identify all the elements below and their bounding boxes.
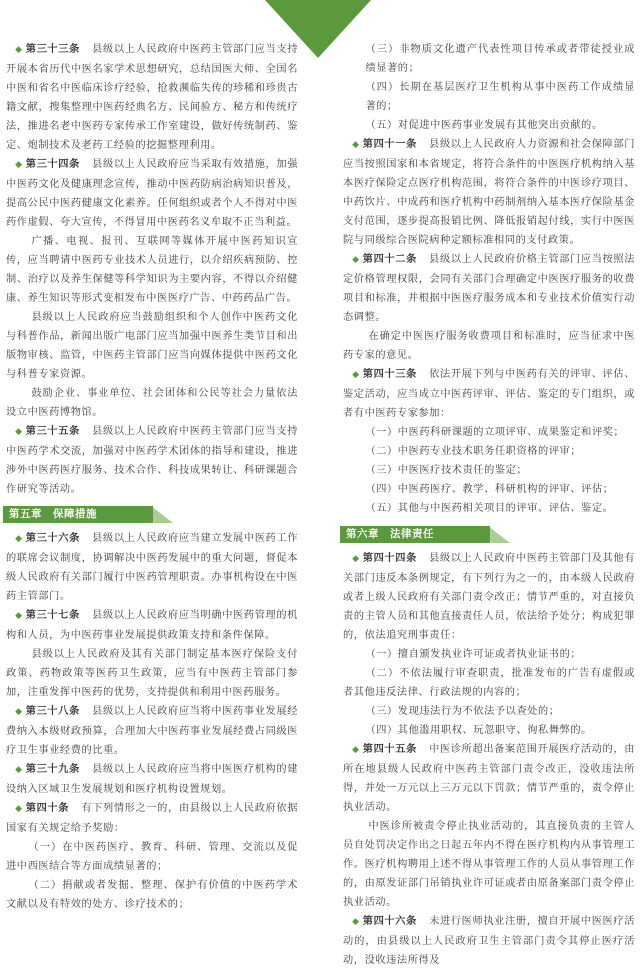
chapter-heading-6 [340,526,520,543]
diamond-bullet-icon: ◆ [352,140,360,150]
article-36: ◆ 第三十六条 县级以上人民政府应当建立发展中医药工作的联席会议制度，协调解决中医药发展中的重大问题，督促本级人民政府有关部门履行中医药管理职责。办事机构设在中医药主管部门。 [6,533,298,602]
article-46: ◆ 第四十六条 未进行医师执业注册，擅自开展中医医疗活动的，由县级以上人民政府卫生主管部门责令其停止医疗活动，没收违法所得及 [343,916,635,966]
paragraph: 鼓励企业、事业单位、社会团体和公民等社会力量依法设立中医药博物馆。 [6,388,298,418]
left-column [6,40,298,914]
chapter-heading-5 [3,506,173,523]
diamond-bullet-icon: ◆ [15,160,23,170]
article-34: ◆ 第三十四条 县级以上人民政府应当采取有效措施，加强中医药文化及健康理念宣传，推动中医药防病治病知识普及，提高公民中医药健康文化素养。任何组织或者个人不得对中医药作虚假、夸大宣传，不得冒用中医药名义牟取不正当利益。 [6,159,298,228]
diamond-bullet-icon: ◆ [15,611,23,621]
paragraph: 县级以上人民政府及其有关部门制定基本医疗保险支付政策、药物政策等医药卫生政策，应当有中医药主管部门参加，注重发挥中医药的优势，支持提供和利用中医药服务。 [6,649,298,698]
diamond-bullet-icon: ◆ [352,554,360,564]
list-item: （三）发现违法行为不依法予以查处的； [365,706,560,717]
article-37: ◆ 第三十七条 县级以上人民政府应当明确中医药管理的机构和人员，为中医药事业发展提供政策支持和条件保障。 [6,610,298,641]
article-40: ◆ 第四十条 有下列情形之一的，由县级以上人民政府依据国家有关规定给予奖励： [6,803,298,834]
diamond-bullet-icon: ◆ [15,707,23,717]
diamond-bullet-icon: ◆ [15,804,23,814]
list-item: （一）中医药科研课题的立项评审、成果鉴定和评奖； [365,427,625,438]
chapter-title: 第六章 法律责任 [346,528,434,540]
diamond-bullet-icon: ◆ [352,745,360,755]
list-item: （二）中医药专业技术职务任职资格的评审； [365,446,582,457]
article-35: ◆ 第三十五条 县级以上人民政府中医药主管部门应当支持中医药学术交流，加强对中医药学术团体的指导和建设，推进涉外中医药医疗服务、技术合作、科技成果转让、科研课题合作研究等活动。 [6,426,298,495]
diamond-bullet-icon: ◆ [15,534,23,544]
article-33: ◆ 第三十三条 县级以上人民政府中医药主管部门应当支持开展本省历代中医名家学术思想研究，总结国医大师、全国名中医和省名中医临床诊疗经验，抢救濒临失传的珍稀和珍贵古籍文献，搜集整理中医药经典名方、民间验方、秘方和传统疗法，推进名老中医药专家传承工作室建设，做好传统制药、鉴定、炮制技术及老药工经验的挖掘整理利用。 [6,44,298,151]
list-item: （二）不依法履行审查职责，批准发布的广告有虚假或者其他违反法律、行政法规的内容的； [343,668,635,698]
chapter-title: 第五章 保障措施 [9,508,97,520]
list-item: （四）长期在基层医疗卫生机构从事中医药工作成绩显著的； [365,82,635,112]
list-item: （四）其他滥用职权、玩忽职守、徇私舞弊的。 [365,725,592,736]
paragraph: 在确定中医医疗服务收费项目和标准时，应当征求中医药专家的意见。 [343,331,635,361]
diamond-bullet-icon: ◆ [352,255,360,265]
article-41: ◆ 第四十一条 县级以上人民政府人力资源和社会保障部门应当按照国家和本省规定，将符合条件的中医医疗机构纳入基本医疗保险定点医疗机构范围，将符合条件的中医诊疗项目、中药饮片、中成药和医疗机构中药制剂纳入基本医疗保险基金支付范围，逐步提高报销比例、降低报销起付线，实行中医医院与同级综合医院病种定额标准相同的支付政策。 [343,139,635,246]
list-item: （五）对促进中医药事业发展有其他突出贡献的。 [365,120,603,131]
list-item: （一）擅自颁发执业许可证或者执业证书的； [365,649,582,660]
list-item: （五）其他与中医药相关项目的评审、评估、鉴定。 [365,503,614,514]
article-39: ◆ 第三十九条 县级以上人民政府应当将中医医疗机构的建设纳入区域卫生发展规划和医疗机构设置规划。 [6,764,298,795]
list-item: （二）捐献或者发掘、整理、保护有价值的中医药学术文献以及有特效的处方、诊疗技术的； [6,880,298,910]
list-item: （四）中医药医疗、教学、科研机构的评审、评估； [365,484,614,495]
list-item: （三）非物质文化遗产代表性项目传承或者带徒授业成绩显著的； [365,44,635,74]
right-column [343,40,635,970]
paragraph: 中医诊所被责令停止执业活动的，其直接负责的主管人员自处罚决定作出之日起五年内不得在医疗机构内从事管理工作。医疗机构聘用上述不得从事管理工作的人员从事管理工作的，由原发证部门吊销执业许可证或者由原备案部门责令停止执业活动。 [343,821,635,908]
article-42: ◆ 第四十二条 县级以上人民政府价格主管部门应当按照法定价格管理权限，会同有关部门合理确定中医医疗服务的收费项目和标准，并根据中医医疗服务成本和专业技术价值实行动态调整。 [343,254,635,323]
article-43: ◆ 第四十三条 依法开展下列与中医药有关的评审、评估、鉴定活动，应当成立中医药评审、评估、鉴定的专门组织，或者有中医药专家参加： [343,369,635,419]
article-44: ◆ 第四十四条 县级以上人民政府中医药主管部门及其他有关部门违反本条例规定，有下列行为之一的，由本级人民政府或者上级人民政府有关部门责令改正；情节严重的，对直接负责的主管人员和其他直接责任人员，依法给予处分；构成犯罪的，依法追究刑事责任： [343,553,635,641]
diamond-bullet-icon: ◆ [15,765,23,775]
article-38: ◆ 第三十八条 县级以上人民政府应当将中医药事业发展经费纳入本级财政预算，合理加大中医药事业发展经费占同级医疗卫生事业经费的比重。 [6,706,298,756]
diamond-bullet-icon: ◆ [352,917,360,927]
article-45: ◆ 第四十五条 中医诊所超出备案范围开展医疗活动的，由所在地县级人民政府中医药主管部门责令改正，没收违法所得，并处一万元以上三万元以下罚款；情节严重的，责令停止执业活动。 [343,744,635,813]
list-item: （三）中医医疗技术责任的鉴定； [365,465,528,476]
paragraph: 广播、电视、报刊、互联网等媒体开展中医药知识宣传，应当聘请中医药专业技术人员进行，以介绍疾病预防、控制、治疗以及养生保健等科学知识为主要内容，不得以介绍健康、养生知识等形式变相发布中医医疗广告、中药药品广告。 [6,236,298,304]
list-item: （一）在中医药医疗、教育、科研、管理、交流以及促进中西医结合等方面成绩显著的； [6,842,298,872]
diamond-bullet-icon: ◆ [352,370,360,380]
diamond-bullet-icon: ◆ [15,45,23,55]
diamond-bullet-icon: ◆ [15,427,23,437]
paragraph: 县级以上人民政府应当鼓励组织和个人创作中医药文化与科普作品，新闻出版广电部门应当加强中医养生类节目和出版物审核、监管，中医药主管部门应当向媒体提供中医药文化与科普专家资源。 [6,312,298,380]
